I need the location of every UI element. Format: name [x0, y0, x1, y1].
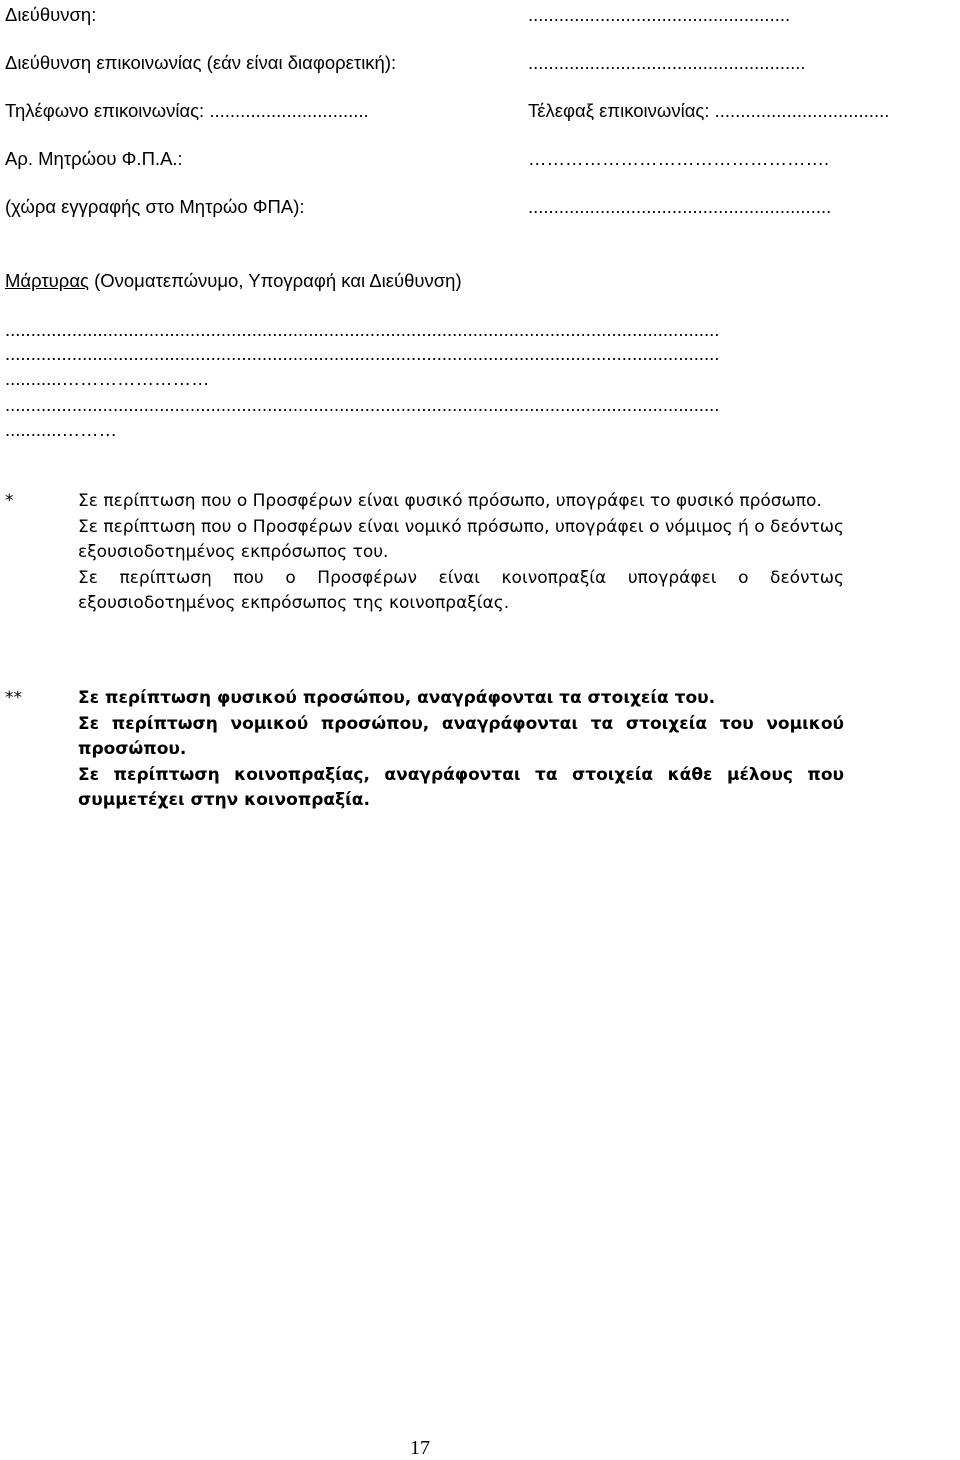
fax-label: Τέλεφαξ επικοινωνίας: ..................................: [528, 100, 890, 121]
note2-line-consortium: Σε περίπτωση κοινοπραξίας, αναγράφονται τα στοιχεία κάθε μέλους που συμμετέχει στην κοινοπραξία.: [78, 764, 844, 810]
witness-line-4: ...........................................................................................................................................: [5, 394, 720, 415]
vat-country-fill: ...........................................................: [528, 196, 832, 217]
witness-prefix: Μάρτυρας: [5, 270, 89, 291]
phone-label: Τηλέφωνο επικοινωνίας: ...............................: [5, 100, 369, 121]
vat-country-label: (χώρα εγγραφής στο Μητρώο ΦΠΑ):: [5, 196, 305, 217]
witness-line-3: ...........……………………: [5, 368, 210, 389]
note1-marker: *: [5, 491, 14, 511]
page-number: 17: [410, 1437, 430, 1459]
witness-rest: (Ονοματεπώνυμο, Υπογραφή και Διεύθυνση): [88, 270, 462, 291]
note2-line-natural: Σε περίπτωση φυσικού προσώπου, αναγράφονται τα στοιχεία του.: [78, 688, 716, 708]
address-label: Διεύθυνση:: [5, 4, 97, 25]
contact-address-label: Διεύθυνση επικοινωνίας (εάν είναι διαφορετική):: [5, 52, 397, 73]
witness-line-2: ...........................................................................................................................................: [5, 343, 720, 364]
note1-line-legal: Σε περίπτωση που ο Προσφέρων είναι νομικό πρόσωπο, υπογράφει ο νόμιμος ή ο δεόντως εξουσιοδοτημένος εκπρόσωπος του.: [78, 516, 844, 562]
note2-line-legal: Σε περίπτωση νομικού προσώπου, αναγράφονται τα στοιχεία του νομικού προσώπου.: [78, 713, 844, 759]
registry-fill: ………………………………………….: [528, 148, 830, 169]
note1-line-consortium: Σε περίπτωση που ο Προσφέρων είναι κοινοπραξία υπογράφει ο δεόντως εξουσιοδοτημένος εκπρόσωπος της κοινοπραξίας.: [78, 567, 844, 613]
witness-heading: [5, 270, 462, 292]
witness-line-1: ...........................................................................................................................................: [5, 319, 720, 340]
note1-block: [78, 489, 844, 617]
note2-block: [78, 686, 844, 814]
registry-label: Αρ. Μητρώου Φ.Π.Α.:: [5, 148, 183, 169]
address-fill: ...................................................: [528, 4, 791, 25]
contact-address-fill: ......................................................: [528, 52, 806, 73]
witness-line-5: ...........………: [5, 419, 118, 440]
note1-line-natural: Σε περίπτωση που ο Προσφέρων είναι φυσικό πρόσωπο, υπογράφει το φυσικό πρόσωπο.: [78, 491, 822, 511]
note2-marker: **: [5, 688, 22, 708]
